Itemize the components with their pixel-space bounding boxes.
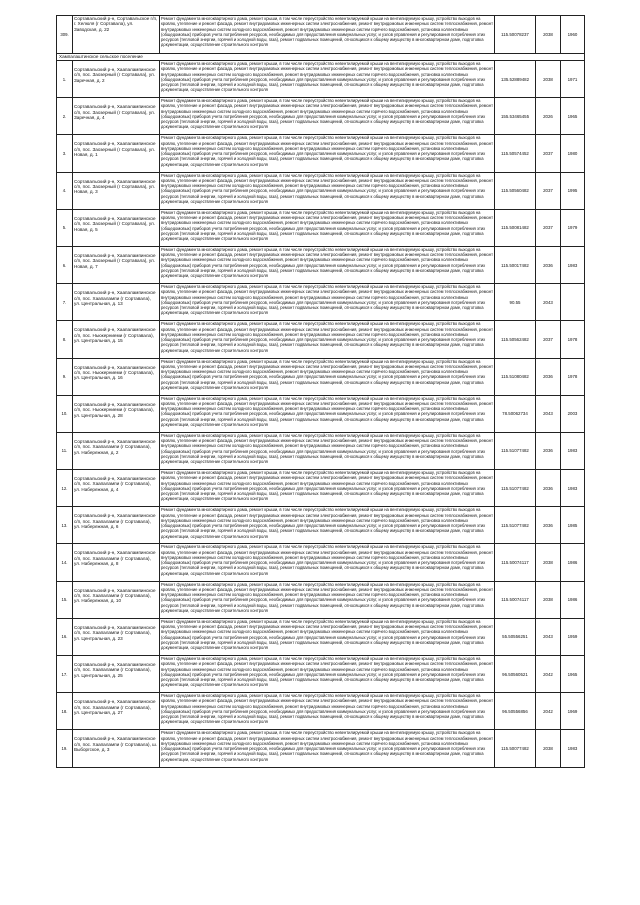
works-description-text: Ремонт фундамента многоквартирного дома, ремонт крыши, в том числе переустройство невентилируемой крыши на вентилируемую крышу, устройство выходов на кровлю, утепление и ремонт фасада, ремонт внутридомовых инженерных систем электроснабжения, ремонт внутридомовых инженерных систем теплоснабжения, ремонт внутридомовых инженерных систем холодного водоснабжения, ремонт внутридомовых инженерных систем горячего водоснабжения, установка коллективных (общедомовых) приборов учета потребления ресурсов, необходимых для предоставления коммунальных услуг, и узлов управления и регулирования потребления этих ресурсов (тепловой энергии, горячей и холодной воды, газа), ремонт подвальных помещений, относящихся к общему имуществу в многоквартирном доме, подготовка документации, осуществление строительного контроля [161, 581, 493, 613]
address-text: Сортавальский р-н, Хаапалампинское с/п, пос. Хаапалампи (г Сортавала), ул. Набережная, д. 6 [74, 513, 156, 530]
row-works-description [160, 98, 495, 135]
row-cost: 115.50074117 [495, 581, 536, 618]
row-build-year: 1978 [561, 358, 585, 395]
row-works-description [160, 358, 495, 395]
row-works-description [160, 172, 495, 209]
row-works-description [160, 61, 495, 98]
row-cost: 55.50556251 [495, 618, 536, 655]
row-address [73, 135, 160, 172]
row-cost: 115.50077482 [495, 730, 536, 767]
row-address [73, 209, 160, 246]
row-planned-year: 2043 [536, 284, 561, 321]
row-cost: 115.50017482 [495, 246, 536, 283]
works-description-text: Ремонт фундамента многоквартирного дома, ремонт крыши, в том числе переустройство невентилируемой крыши на вентилируемую крышу, устройство выходов на кровлю, утепление и ремонт фасада, ремонт внутридомовых инженерных систем электроснабжения, ремонт внутридомовых инженерных систем теплоснабжения, ремонт внутридомовых инженерных систем холодного водоснабжения, ремонт внутридомовых инженерных систем горячего водоснабжения, установка коллективных (общедомовых) приборов учета потребления ресурсов, необходимых для предоставления коммунальных услуг, и узлов управления и регулирования потребления этих ресурсов (тепловой энергии, горячей и холодной воды, газа), ремонт подвальных помещений, относящихся к общему имуществу в многоквартирном доме, подготовка документации, осуществление строительного контроля [161, 61, 493, 93]
address-text: Сортавальский р-н, Хаапалампинское с/п, пос. Заозерный (г Сортавала), ул. Заречная, д. 2 [74, 67, 156, 83]
row-address [73, 693, 160, 730]
row-number: 9. [57, 358, 73, 395]
row-works-description [160, 284, 495, 321]
table-row [57, 358, 585, 395]
works-description-text: Ремонт фундамента многоквартирного дома, ремонт крыши, в том числе переустройство невентилируемой крыши на вентилируемую крышу, устройство выходов на кровлю, утепление и ремонт фасада, ремонт внутридомовых инженерных систем электроснабжения, ремонт внутридомовых инженерных систем теплоснабжения, ремонт внутридомовых инженерных систем холодного водоснабжения, ремонт внутридомовых инженерных систем горячего водоснабжения, установка коллективных (общедомовых) приборов учета потребления ресурсов, необходимых для предоставления коммунальных услуг, и узлов управления и регулирования потребления этих ресурсов (тепловой энергии, горячей и холодной воды, газа), ремонт подвальных помещений, относящихся к общему имуществу в многоквартирном доме, подготовка документации, осуществление строительного контроля [161, 246, 493, 279]
row-address [73, 321, 160, 358]
row-address [73, 246, 160, 283]
row-address [73, 61, 160, 98]
table-row [57, 321, 585, 358]
row-works-description [160, 656, 495, 693]
row-address [73, 618, 160, 655]
row-address [73, 98, 160, 135]
row-number: 16. [57, 618, 73, 655]
row-cost: 115.50560482 [495, 172, 536, 209]
address-text: Сортавальский р-н, Хаапалампинское с/п, пос. Хаапалампи (г Сортавала), ул. Набережная, д. 2 [74, 438, 156, 455]
works-description-text: Ремонт фундамента многоквартирного дома, ремонт крыши, в том числе переустройство невентилируемой крыши на вентилируемую крышу, устройство выходов на кровлю, утепление и ремонт фасада, ремонт внутридомовых инженерных систем электроснабжения, ремонт внутридомовых инженерных систем теплоснабжения, ремонт внутридомовых инженерных систем холодного водоснабжения, ремонт внутридомовых инженерных систем горячего водоснабжения, установка коллективных (общедомовых) приборов учета потребления ресурсов, необходимых для предоставления коммунальных услуг, и узлов управления и регулирования потребления этих ресурсов (тепловой энергии, горячей и холодной воды, газа), ремонт подвальных помещений, относящихся к общему имуществу в многоквартирном доме, подготовка документации, осуществление строительного контроля [161, 507, 493, 539]
row-address [73, 358, 160, 395]
row-address [73, 581, 160, 618]
row-planned-year: 2038 [536, 730, 561, 767]
works-description-text: Ремонт фундамента многоквартирного дома, ремонт крыши, в том числе переустройство невентилируемой крыши на вентилируемую крышу, устройство выходов на кровлю, утепление и ремонт фасада, ремонт внутридомовых инженерных систем электроснабжения, ремонт внутридомовых инженерных систем теплоснабжения, ремонт внутридомовых инженерных систем холодного водоснабжения, ремонт внутридомовых инженерных систем горячего водоснабжения, установка коллективных (общедомовых) приборов учета потребления ресурсов, необходимых для предоставления коммунальных услуг, и узлов управления и регулирования потребления этих ресурсов (тепловой энергии, горячей и холодной воды, газа), ремонт подвальных помещений, относящихся к общему имуществу в многоквартирном доме, подготовка документации, осуществление строительного контроля [161, 730, 493, 762]
row-works-description [160, 432, 495, 469]
address-text: Сортавальский р-н, Хаапалампинское с/п, пос. Заозерный (г Сортавала), ул. Новая, д. 5 [74, 215, 156, 232]
row-number: 10. [57, 395, 73, 432]
row-build-year: 1986 [561, 581, 585, 618]
address-text: Сортавальский р-н, Хаапалампинское с/п, пос. Заозерный (г Сортавала), ул. Новая, д. 3 [74, 178, 156, 195]
row-number: 19. [57, 730, 73, 767]
works-description-text: Ремонт фундамента многоквартирного дома, ремонт крыши, в том числе переустройство невентилируемой крыши на вентилируемую крышу, устройство выходов на кровлю, утепление и ремонт фасада, ремонт внутридомовых инженерных систем электроснабжения, ремонт внутридомовых инженерных систем теплоснабжения, ремонт внутридомовых инженерных систем холодного водоснабжения, ремонт внутридомовых инженерных систем горячего водоснабжения, установка коллективных (общедомовых) приборов учета потребления ресурсов, необходимых для предоставления коммунальных услуг, и узлов управления и регулирования потребления этих ресурсов (тепловой энергии, горячей и холодной воды, газа), ремонт подвальных помещений, относящихся к общему имуществу в многоквартирном доме, подготовка документации, осуществление строительного контроля [161, 544, 493, 576]
works-description-text: Ремонт фундамента многоквартирного дома, ремонт крыши, в том числе переустройство невентилируемой крыши на вентилируемую крышу, устройство выходов на кровлю, утепление и ремонт фасада, ремонт внутридомовых инженерных систем электроснабжения, ремонт внутридомовых инженерных систем теплоснабжения, ремонт внутридомовых инженерных систем холодного водоснабжения, ремонт внутридомовых инженерных систем горячего водоснабжения, установка коллективных (общедомовых) приборов учета потребления ресурсов, необходимых для предоставления коммунальных услуг, и узлов управления и регулирования потребления этих ресурсов (тепловой энергии, горячей и холодной воды, газа), ремонт подвальных помещений, относящихся к общему имуществу в многоквартирном доме, подготовка документации, осуществление строительного контроля [161, 618, 493, 651]
works-description-text: Ремонт фундамента многоквартирного дома, ремонт крыши, в том числе переустройство невентилируемой крыши на вентилируемую крышу, устройство выходов на кровлю, утепление и ремонт фасада, ремонт внутридомовых инженерных систем электроснабжения, ремонт внутридомовых инженерных систем теплоснабжения, ремонт внутридомовых инженерных систем холодного водоснабжения, ремонт внутридомовых инженерных систем горячего водоснабжения, установка коллективных (общедомовых) приборов учета потребления ресурсов, необходимых для предоставления коммунальных услуг, и узлов управления и регулирования потребления этих ресурсов (тепловой энергии, горячей и холодной воды, газа), ремонт подвальных помещений, относящихся к общему имуществу в многоквартирном доме, подготовка документации, осуществление строительного контроля [161, 432, 493, 465]
row-number: 2. [57, 98, 73, 135]
row-cost: 96.50556856 [495, 693, 536, 730]
table-row [57, 581, 585, 618]
row-works-description [160, 730, 495, 767]
row-build-year: 1965 [561, 98, 585, 135]
section-title: Хампалаштинское сельское поселение [57, 54, 585, 61]
row-build-year: 1965 [561, 656, 585, 693]
address-text: Сортавальский р-н, Хаапалампинское с/п, пос. Хаапалампи (г Сортавала), ул. Центральная, д. 23 [74, 624, 156, 641]
row-cost: 155.53465455 [495, 98, 536, 135]
row-works-description [160, 693, 495, 730]
row-build-year: 1971 [561, 61, 585, 98]
address-text: Сортавальский р-н, Хаапалампинское с/п, пос. Хаапалампи (г Сортавала), ул. Набережная, д. 10 [74, 587, 156, 604]
row-planned-year: 2042 [536, 693, 561, 730]
row-build-year: 1983 [561, 470, 585, 507]
row-build-year: 1978 [561, 321, 585, 358]
row-number: 11. [57, 432, 73, 469]
works-description-text: Ремонт фундамента многоквартирного дома, ремонт крыши, в том числе переустройство невентилируемой крыши на вентилируемую крышу, устройство выходов на кровлю, утепление и ремонт фасада, ремонт внутридомовых инженерных систем электроснабжения, ремонт внутридомовых инженерных систем теплоснабжения, ремонт внутридомовых инженерных систем холодного водоснабжения, ремонт внутридомовых инженерных систем горячего водоснабжения, установка коллективных (общедомовых) приборов учета потребления ресурсов, необходимых для предоставления коммунальных услуг, и узлов управления и регулирования потребления этих ресурсов (тепловой энергии, горячей и холодной воды, газа), ремонт подвальных помещений, относящихся к общему имуществу в многоквартирном доме, подготовка документации, осуществление строительного контроля [161, 172, 493, 204]
repair-program-table [56, 15, 585, 768]
row-works-description [160, 209, 495, 246]
address-text: Сортавальский р-н, Хаапалампинское с/п, пос. Хаапалампи (г Сортавала), ш. Выборгское, д. 3 [74, 736, 158, 753]
row-build-year: 1983 [561, 432, 585, 469]
row-number: 8. [57, 321, 73, 358]
row-works-description [160, 321, 495, 358]
row-planned-year: 2036 [536, 432, 561, 469]
row-address [73, 544, 160, 581]
works-description-text: Ремонт фундамента многоквартирного дома, ремонт крыши, в том числе переустройство невентилируемой крыши на вентилируемую крышу, устройство выходов на кровлю, утепление и ремонт фасада, ремонт внутридомовых инженерных систем электроснабжения, ремонт внутридомовых инженерных систем теплоснабжения, ремонт внутридомовых инженерных систем холодного водоснабжения, ремонт внутридомовых инженерных систем горячего водоснабжения, установка коллективных (общедомовых) приборов учета потребления ресурсов, необходимых для предоставления коммунальных услуг, и узлов управления и регулирования потребления этих ресурсов (тепловой энергии, горячей и холодной воды, газа), ремонт подвальных помещений, относящихся к общему имуществу в многоквартирном доме, подготовка документации, осуществление строительного контроля [161, 321, 493, 353]
address-text: Сортавальский р-н, Хаапалампинское с/п, пос. Хаапалампи (г Сортавала), ул. Набережная, д. 8 [74, 550, 156, 567]
row-cost: 90.55 [495, 284, 536, 321]
table-row [57, 432, 585, 469]
row-build-year: 1985 [561, 507, 585, 544]
address-text: Сортавальский р-н, Хаапалампинское с/п, пос. Хаапалампи (г Сортавала), ул. Центральная, д. 25 [74, 662, 156, 678]
row-number: 12. [57, 470, 73, 507]
row-works-description [160, 544, 495, 581]
table-row [57, 507, 585, 544]
row-address [73, 432, 160, 469]
row-build-year: 2003 [561, 395, 585, 432]
table-row [57, 98, 585, 135]
table-row [57, 61, 585, 98]
works-description-text: Ремонт фундамента многоквартирного дома, ремонт крыши, в том числе переустройство невентилируемой крыши на вентилируемую крышу, устройство выходов на кровлю, утепление и ремонт фасада, ремонт внутридомовых инженерных систем электроснабжения, ремонт внутридомовых инженерных систем теплоснабжения, ремонт внутридомовых инженерных систем холодного водоснабжения, ремонт внутридомовых инженерных систем горячего водоснабжения, установка коллективных (общедомовых) приборов учета потребления ресурсов, необходимых для предоставления коммунальных услуг, и узлов управления и регулирования потребления этих ресурсов (тепловой энергии, горячей и холодной воды, газа), ремонт подвальных помещений, относящихся к общему имуществу в многоквартирном доме, подготовка документации, осуществление строительного контроля [161, 16, 493, 48]
row-works-description [160, 395, 495, 432]
row-works-description [160, 618, 495, 655]
row-build-year: 1986 [561, 544, 585, 581]
row-planned-year: 2038 [536, 581, 561, 618]
row-works-description [160, 135, 495, 172]
address-text: Сортавальский р-н, Хаапалампинское с/п, пос. Хаапалампи (г Сортавала), ул. Центральная, д. 27 [74, 699, 156, 715]
row-cost: 96.50560521 [495, 656, 536, 693]
row-works-description [160, 470, 495, 507]
row-number: 13. [57, 507, 73, 544]
row-planned-year: 2037 [536, 135, 561, 172]
row-build-year: 1979 [561, 209, 585, 246]
works-description-text: Ремонт фундамента многоквартирного дома, ремонт крыши, в том числе переустройство невентилируемой крыши на вентилируемую крышу, устройство выходов на кровлю, утепление и ремонт фасада, ремонт внутридомовых инженерных систем электроснабжения, ремонт внутридомовых инженерных систем теплоснабжения, ремонт внутридомовых инженерных систем холодного водоснабжения, ремонт внутридомовых инженерных систем горячего водоснабжения, установка коллективных (общедомовых) приборов учета потребления ресурсов, необходимых для предоставления коммунальных услуг, и узлов управления и регулирования потребления этих ресурсов (тепловой энергии, горячей и холодной воды, газа), ремонт подвальных помещений, относящихся к общему имуществу в многоквартирном доме, подготовка документации, осуществление строительного контроля [161, 470, 493, 502]
row-build-year: 1995 [561, 172, 585, 209]
row-planned-year: 2043 [536, 618, 561, 655]
row-number: 18. [57, 693, 73, 730]
row-cost: 115.50078237 [495, 16, 536, 54]
row-number: 7. [57, 284, 73, 321]
address-text: Сортавальский р-н, Хаапалампинское с/п, пос. Ньюкерниеми (г Сортавала), ул. Центральная, д. 28 [74, 401, 156, 418]
row-build-year [561, 284, 585, 321]
row-planned-year: 2036 [536, 358, 561, 395]
works-description-text: Ремонт фундамента многоквартирного дома, ремонт крыши, в том числе переустройство невентилируемой крыши на вентилируемую крышу, устройство выходов на кровлю, утепление и ремонт фасада, ремонт внутридомовых инженерных систем электроснабжения, ремонт внутридомовых инженерных систем теплоснабжения, ремонт внутридомовых инженерных систем холодного водоснабжения, ремонт внутридомовых инженерных систем горячего водоснабжения, установка коллективных (общедомовых) приборов учета потребления ресурсов, необходимых для предоставления коммунальных услуг, и узлов управления и регулирования потребления этих ресурсов (тепловой энергии, горячей и холодной воды, газа), ремонт подвальных помещений, относящихся к общему имуществу в многоквартирном доме, подготовка документации, осуществление строительного контроля [161, 209, 493, 241]
row-cost: 78.50062734 [495, 395, 536, 432]
table-row [57, 172, 585, 209]
address-text: Сортавальский р-н, Хаапалампинское с/п, пос. Хаапалампи (г Сортавала), ул. Набережная, д. 4 [74, 476, 156, 492]
row-build-year: 1980 [561, 135, 585, 172]
row-build-year: 1960 [561, 16, 585, 54]
row-works-description [160, 581, 495, 618]
row-number: 5. [57, 209, 73, 246]
row-number: 1. [57, 61, 73, 98]
row-planned-year: 2036 [536, 507, 561, 544]
row-planned-year: 2037 [536, 321, 561, 358]
row-build-year: 1983 [561, 730, 585, 767]
row-planned-year: 2026 [536, 98, 561, 135]
address-text: Сортавальский р-н, Хаапалампинское с/п, пос. Ньюкерниеми (г Сортавала), ул. Центральная, д. 16 [74, 364, 156, 381]
row-planned-year: 2038 [536, 544, 561, 581]
table-row [57, 209, 585, 246]
row-build-year: 1959 [561, 618, 585, 655]
table-row [57, 246, 585, 283]
row-cost: 115.50074117 [495, 544, 536, 581]
row-address [73, 470, 160, 507]
row-cost: 115.50574452 [495, 135, 536, 172]
row-number: 17. [57, 656, 73, 693]
row-address [73, 507, 160, 544]
row-planned-year: 2043 [536, 395, 561, 432]
row-cost: 115.50081482 [495, 209, 536, 246]
row-cost: 115.50562482 [495, 321, 536, 358]
row-planned-year: 2038 [536, 16, 561, 54]
table-row [57, 395, 585, 432]
works-description-text: Ремонт фундамента многоквартирного дома, ремонт крыши, в том числе переустройство невентилируемой крыши на вентилируемую крышу, устройство выходов на кровлю, утепление и ремонт фасада, ремонт внутридомовых инженерных систем электроснабжения, ремонт внутридомовых инженерных систем теплоснабжения, ремонт внутридомовых инженерных систем холодного водоснабжения, ремонт внутридомовых инженерных систем горячего водоснабжения, установка коллективных (общедомовых) приборов учета потребления ресурсов, необходимых для предоставления коммунальных услуг, и узлов управления и регулирования потребления этих ресурсов (тепловой энергии, горячей и холодной воды, газа), ремонт подвальных помещений, относящихся к общему имуществу в многоквартирном доме, подготовка документации, осуществление строительного контроля [161, 656, 493, 688]
row-cost: 115.51080482 [495, 358, 536, 395]
address-text: Сортавальский р-н, Хаапалампинское с/п, пос. Заозерный (г Сортавала), ул. Новая, д. 1 [74, 141, 156, 158]
row-cost: 115.51077482 [495, 432, 536, 469]
table-row [57, 730, 585, 767]
row-number: 309. [57, 16, 73, 54]
section-header-row [57, 54, 585, 61]
address-text: Сортавальский р-н, Хаапалампинское с/п, пос. Заозерный (г Сортавала), ул. Заречная, д. 4 [74, 104, 156, 120]
works-description-text: Ремонт фундамента многоквартирного дома, ремонт крыши, в том числе переустройство невентилируемой крыши на вентилируемую крышу, устройство выходов на кровлю, утепление и ремонт фасада, ремонт внутридомовых инженерных систем электроснабжения, ремонт внутридомовых инженерных систем теплоснабжения, ремонт внутридомовых инженерных систем холодного водоснабжения, ремонт внутридомовых инженерных систем горячего водоснабжения, установка коллективных (общедомовых) приборов учета потребления ресурсов, необходимых для предоставления коммунальных услуг, и узлов управления и регулирования потребления этих ресурсов (тепловой энергии, горячей и холодной воды, газа), ремонт подвальных помещений, относящихся к общему имуществу в многоквартирном доме, подготовка документации, осуществление строительного контроля [161, 284, 493, 316]
row-number: 15. [57, 581, 73, 618]
table-row [57, 544, 585, 581]
row-address: Сортавальский р-н, Сортавальское г/п, г. Хелюля (г Сортавала), ул. Заводская, д. 22 [73, 16, 160, 54]
row-works-description [160, 507, 495, 544]
row-planned-year: 2037 [536, 209, 561, 246]
row-build-year: 1983 [561, 246, 585, 283]
row-number: 4. [57, 172, 73, 209]
works-description-text: Ремонт фундамента многоквартирного дома, ремонт крыши, в том числе переустройство невентилируемой крыши на вентилируемую крышу, устройство выходов на кровлю, утепление и ремонт фасада, ремонт внутридомовых инженерных систем электроснабжения, ремонт внутридомовых инженерных систем теплоснабжения, ремонт внутридомовых инженерных систем холодного водоснабжения, ремонт внутридомовых инженерных систем горячего водоснабжения, установка коллективных (общедомовых) приборов учета потребления ресурсов, необходимых для предоставления коммунальных услуг, и узлов управления и регулирования потребления этих ресурсов (тепловой энергии, горячей и холодной воды, газа), ремонт подвальных помещений, относящихся к общему имуществу в многоквартирном доме, подготовка документации, осуществление строительного контроля [161, 98, 493, 130]
table-body [57, 16, 585, 768]
works-description-text: Ремонт фундамента многоквартирного дома, ремонт крыши, в том числе переустройство невентилируемой крыши на вентилируемую крышу, устройство выходов на кровлю, утепление и ремонт фасада, ремонт внутридомовых инженерных систем электроснабжения, ремонт внутридомовых инженерных систем теплоснабжения, ремонт внутридомовых инженерных систем холодного водоснабжения, ремонт внутридомовых инженерных систем горячего водоснабжения, установка коллективных (общедомовых) приборов учета потребления ресурсов, необходимых для предоставления коммунальных услуг, и узлов управления и регулирования потребления этих ресурсов (тепловой энергии, горячей и холодной воды, газа), ремонт подвальных помещений, относящихся к общему имуществу в многоквартирном доме, подготовка документации, осуществление строительного контроля [161, 395, 493, 427]
row-number: 3. [57, 135, 73, 172]
row-address [73, 172, 160, 209]
row-build-year: 1969 [561, 693, 585, 730]
row-number: 14. [57, 544, 73, 581]
row-planned-year: 2037 [536, 172, 561, 209]
row-planned-year: 2038 [536, 61, 561, 98]
row-planned-year: 2042 [536, 656, 561, 693]
row-address [73, 284, 160, 321]
table-row [57, 16, 585, 54]
table-row [57, 470, 585, 507]
row-number: 6. [57, 246, 73, 283]
row-planned-year: 2036 [536, 470, 561, 507]
row-address [73, 656, 160, 693]
row-works-description [160, 16, 495, 54]
row-cost: 115.51077482 [495, 470, 536, 507]
address-text: Сортавальский р-н, Хаапалампинское с/п, пос. Заозерный (г Сортавала), ул. Новая, д. 7 [74, 252, 156, 269]
row-address [73, 730, 160, 767]
works-description-text: Ремонт фундамента многоквартирного дома, ремонт крыши, в том числе переустройство невентилируемой крыши на вентилируемую крышу, устройство выходов на кровлю, утепление и ремонт фасада, ремонт внутридомовых инженерных систем электроснабжения, ремонт внутридомовых инженерных систем теплоснабжения, ремонт внутридомовых инженерных систем холодного водоснабжения, ремонт внутридомовых инженерных систем горячего водоснабжения, установка коллективных (общедомовых) приборов учета потребления ресурсов, необходимых для предоставления коммунальных услуг, и узлов управления и регулирования потребления этих ресурсов (тепловой энергии, горячей и холодной воды, газа), ремонт подвальных помещений, относящихся к общему имуществу в многоквартирном доме, подготовка документации, осуществление строительного контроля [161, 135, 493, 167]
row-cost: 115.51077482 [495, 507, 536, 544]
table-row [57, 656, 585, 693]
row-planned-year: 2036 [536, 246, 561, 283]
table-row [57, 618, 585, 655]
row-address [73, 395, 160, 432]
table-row [57, 693, 585, 730]
document-page [56, 15, 578, 768]
works-description-text: Ремонт фундамента многоквартирного дома, ремонт крыши, в том числе переустройство невентилируемой крыши на вентилируемую крышу, устройство выходов на кровлю, утепление и ремонт фасада, ремонт внутридомовых инженерных систем электроснабжения, ремонт внутридомовых инженерных систем теплоснабжения, ремонт внутридомовых инженерных систем холодного водоснабжения, ремонт внутридомовых инженерных систем горячего водоснабжения, установка коллективных (общедомовых) приборов учета потребления ресурсов, необходимых для предоставления коммунальных услуг, и узлов управления и регулирования потребления этих ресурсов (тепловой энергии, горячей и холодной воды, газа), ремонт подвальных помещений, относящихся к общему имуществу в многоквартирном доме, подготовка документации, осуществление строительного контроля [161, 358, 493, 390]
row-works-description [160, 246, 495, 283]
table-row [57, 284, 585, 321]
address-text: Сортавальский р-н, Хаапалампинское с/п, пос. Хаапалампи (г Сортавала), ул. Центральная, д. 13 [74, 290, 156, 306]
table-row [57, 135, 585, 172]
works-description-text: Ремонт фундамента многоквартирного дома, ремонт крыши, в том числе переустройство невентилируемой крыши на вентилируемую крышу, устройство выходов на кровлю, утепление и ремонт фасада, ремонт внутридомовых инженерных систем электроснабжения, ремонт внутридомовых инженерных систем теплоснабжения, ремонт внутридомовых инженерных систем холодного водоснабжения, ремонт внутридомовых инженерных систем горячего водоснабжения, установка коллективных (общедомовых) приборов учета потребления ресурсов, необходимых для предоставления коммунальных услуг, и узлов управления и регулирования потребления этих ресурсов (тепловой энергии, горячей и холодной воды, газа), ремонт подвальных помещений, относящихся к общему имуществу в многоквартирном доме, подготовка документации, осуществление строительного контроля [161, 693, 493, 725]
address-text: Сортавальский р-н, Хаапалампинское с/п, пос. Ньюкерниеми (г Сортавала), ул. Центральная, д. 15 [74, 327, 156, 344]
row-cost: 135.52889482 [495, 61, 536, 98]
